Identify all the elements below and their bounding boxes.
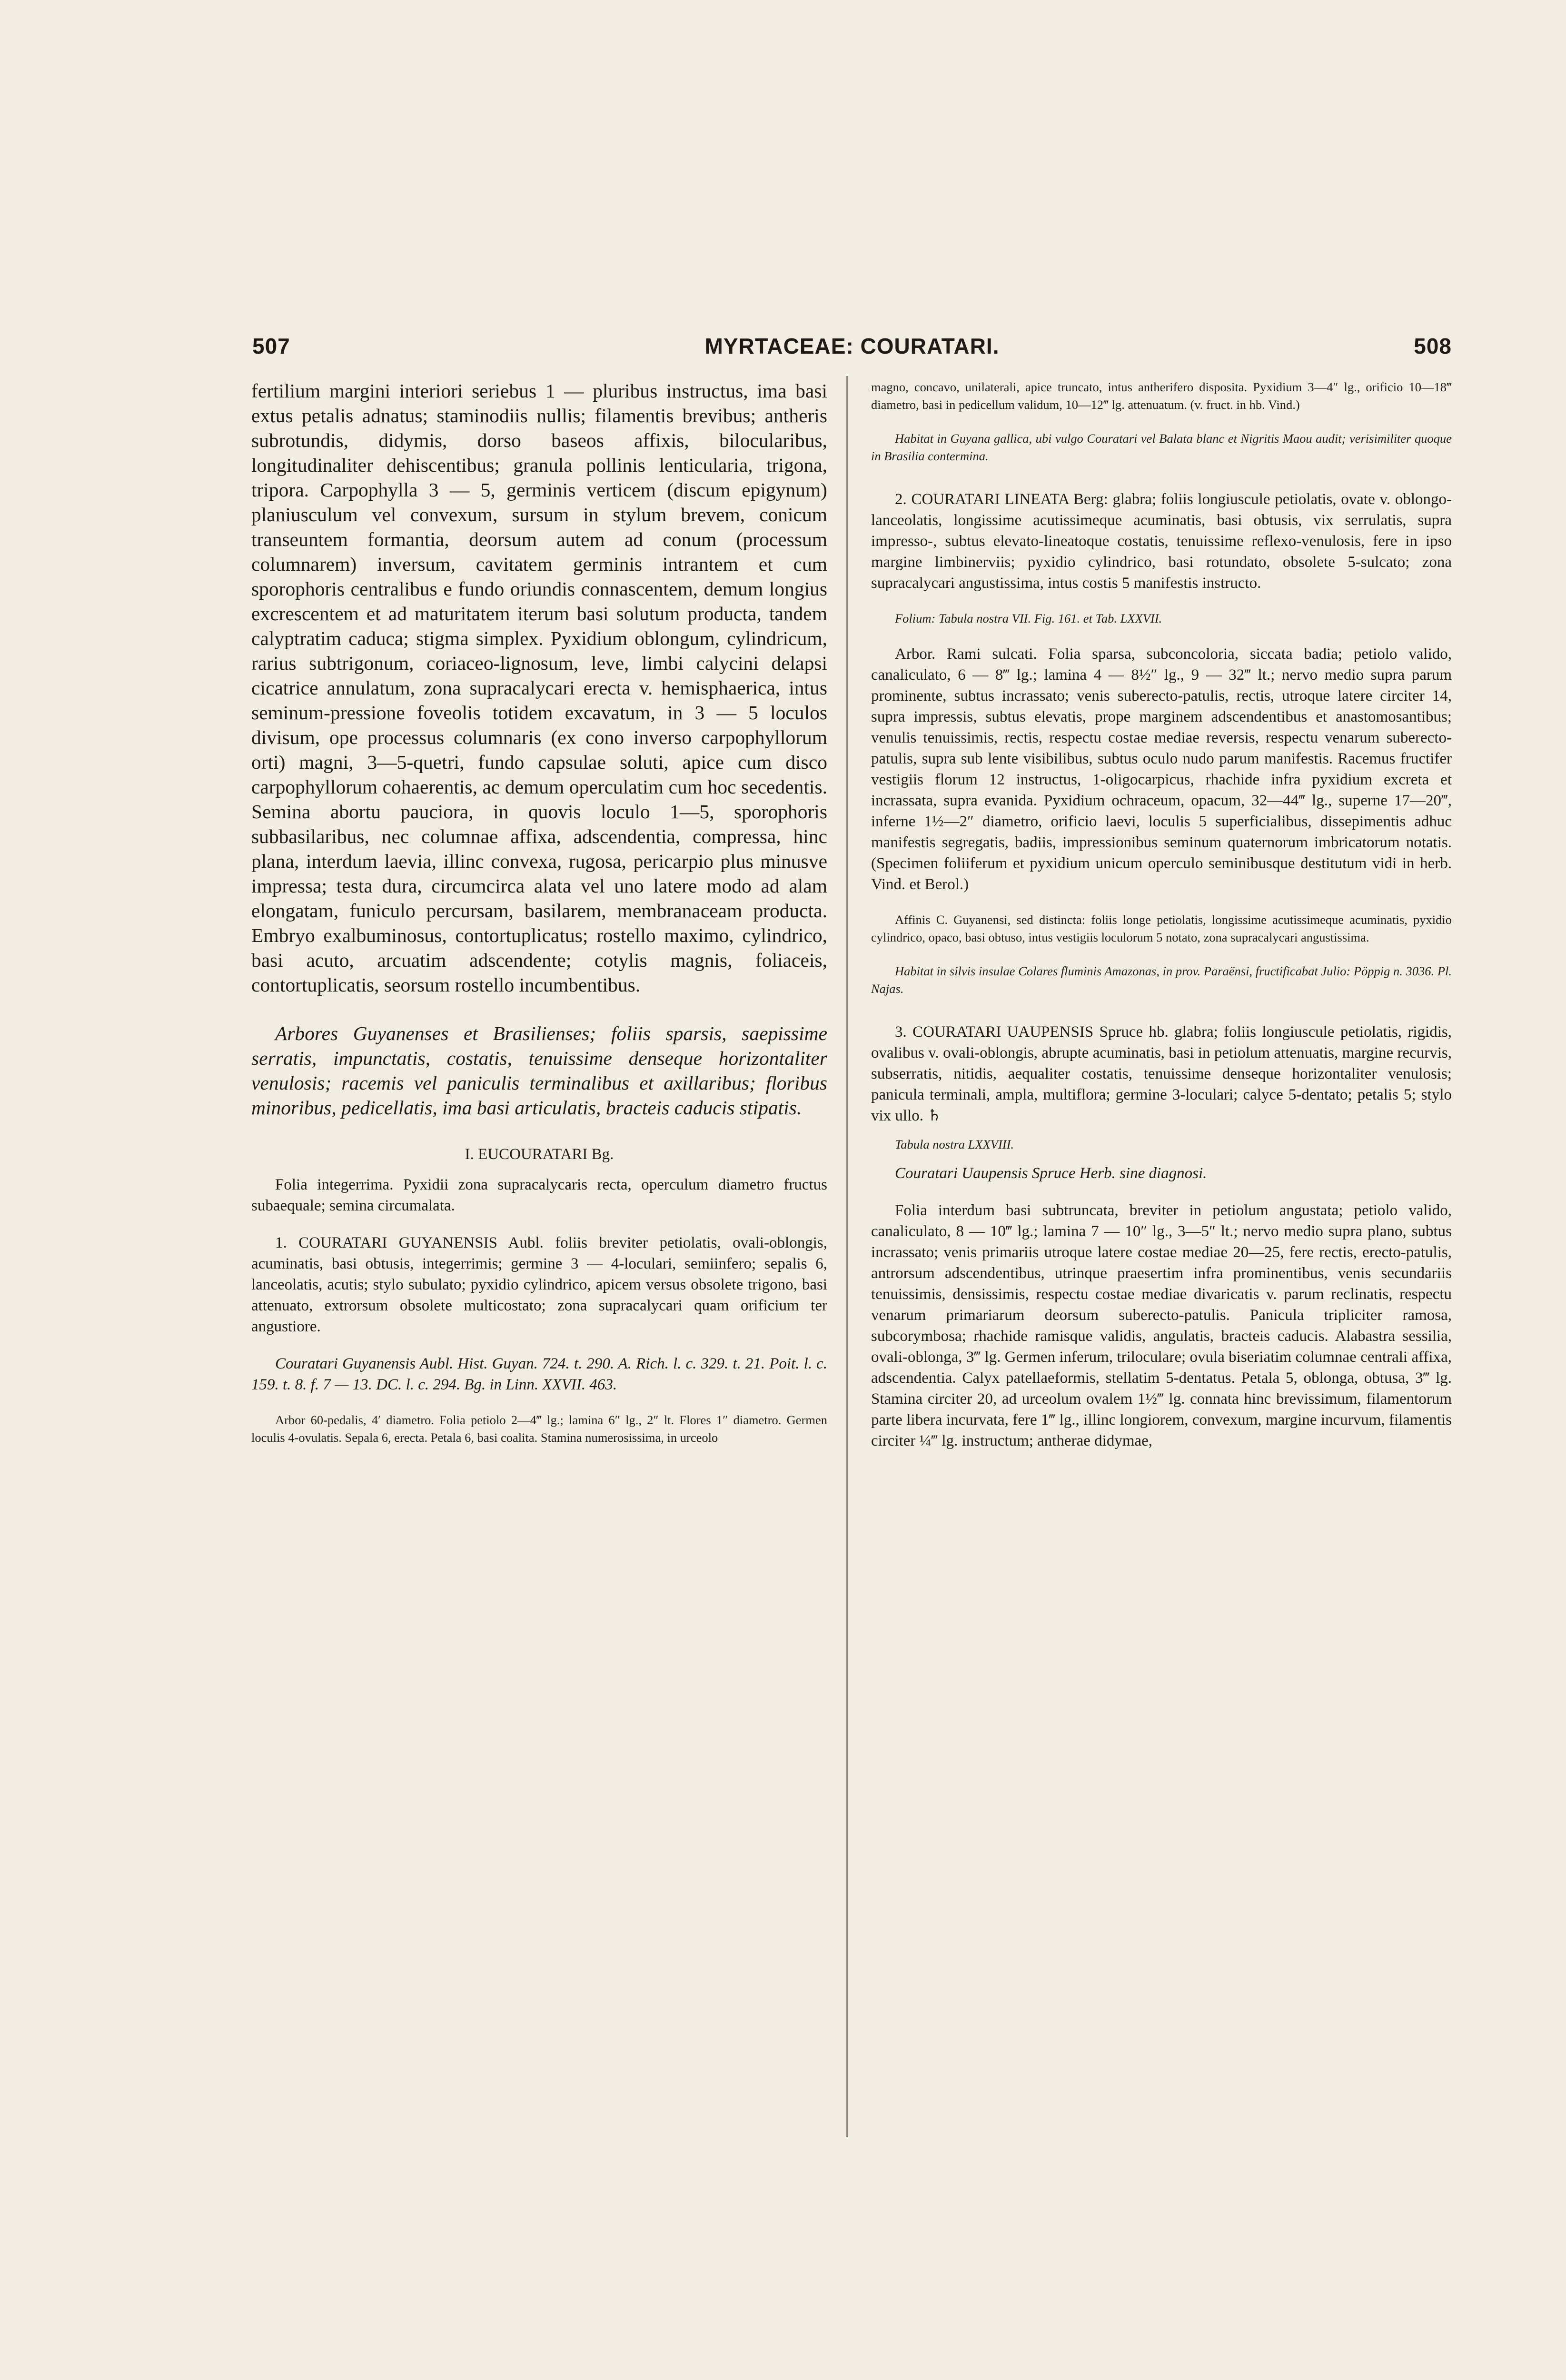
species-2-figure-reference: Folium: Tabula nostra VII. Fig. 161. et Tab. LXXVII. <box>895 611 1162 625</box>
section-heading: I. EUCOURATARI Bg. <box>465 1146 614 1163</box>
genus-habit-paragraph: Arbores Guyanenses et Brasilienses; foliis sparsis, saepissime serratis, impunctatis, costatis, tenuissime denseque horizontaliter venulosis; racemis vel paniculis terminalibus et axillaribus; floribus minoribus, pedicellatis, ima basi articulatis, bracteis caducis stipatis. <box>251 1022 827 1119</box>
genus-description-continued: fertilium margini interiori seriebus 1 — pluribus instructus, ima basi extus petalis adnatus; staminodiis nullis; filamentis brevibus; antheris subrotundis, didymis, dorso baseos affixis, bilocularibus, longitudinaliter dehiscentibus; granula pollinis lenticularia, trigona, tripora. Carpophylla 3 — 5, germinis verticem (discum epigynum) planiusculum vel convexum, sursum in stylum brevem, conicum transeuntem formantia, deorsum autem ad conum (processum columnarem) inversum, cavitatem germinis intrantem et cum sporophoris centralibus e fundo oriundis connascentem, demum longius excrescentem et ad maturitatem iterum basi solutum producta, tandem calyptratim caduca; stigma simplex. Pyxidium oblongum, cylindricum, rarius subtrigonum, coriaceo-lignosum, leve, limbi calycini delapsi cicatrice annulatum, zona supracalycari erecta v. hemisphaerica, intus seminum-pressione foveolis totidem excavatum, in 3 — 5 loculos divisum, ope processus columnaris (ex cono inverso carpophyllorum orti) magni, 3—5-quetri, fundo capsulae soluti, apice cum disco carpophyllorum cohaerentis, ac demum operculatim cum hoc secedentis. Semina abortu pauciora, in quovis loculo 1—5, sporophoris subbasilaribus, nec columnae affixa, adscendentia, compressa, hinc plana, interdum laevia, illinc convexa, rugosa, pericarpio plus minusve impressa; testa dura, circumcirca alata vel uno latere modo ad alam elongatam, funiculo percursam, basilarem, membranaceam producta. Embryo exalbuminosus, contortuplicatus; rostello maximo, cylindrico, basi acuto, arcuatim adscendente; cotylis magnis, foliaceis, contortuplicatis, seorsum rostello incumbentibus. <box>251 380 827 996</box>
species-1-references: Couratari Guyanensis Aubl. Hist. Guyan. 724. t. 290. A. Rich. l. c. 329. t. 21. Poit. l. c. 159. t. 8. f. 7 — 13. DC. l. c. 294. Bg. in Linn. XXVII. 463. <box>251 1355 827 1393</box>
page-number-right: 508 <box>1414 334 1452 358</box>
running-title: MYRTACEAE: COURATARI. <box>704 334 1000 358</box>
species-3-plate-reference: Tabula nostra LXXVIII. <box>895 1137 1014 1151</box>
species-1-description-continued: magno, concavo, unilaterali, apice truncato, intus antherifero disposita. Pyxidium 3—4″ lg., orificio 10—18‴ diametro, basi in pedicellum validum, 10—12‴ lg. attenuatum. (v. fruct. in hb. Vind.) <box>871 380 1452 412</box>
page-number-left: 507 <box>252 334 290 358</box>
column-divider <box>846 376 848 2137</box>
species-1-diagnosis: 1. COURATARI GUYANENSIS Aubl. foliis breviter petiolatis, ovali-oblongis, acuminatis, basi obtusis, integerrimis; germine 3 — 4-loculari, semiinfero; sepalis 6, lanceolatis, acutis; stylo subulato; pyxidio cylindrico, apicem versus obsolete trigono, basi attenuato, extrorsum obsolete multicostato; zona supracalycari quam orificium ter angustiore. <box>251 1234 827 1335</box>
species-2-habitat: Habitat in silvis insulae Colares fluminis Amazonas, in prov. Paraënsi, fructificabat Julio: Pöppig n. 3036. Pl. Najas. <box>871 964 1452 996</box>
right-column <box>871 378 1452 1451</box>
section-diagnosis: Folia integerrima. Pyxidii zona supracalycaris recta, operculum diametro fructus subaequale; semina circumalata. <box>251 1176 827 1214</box>
left-column <box>251 378 827 1447</box>
species-3-diagnosis: 3. COURATARI UAUPENSIS Spruce hb. glabra; foliis longiuscule petiolatis, rigidis, ovalibus v. ovali-oblongis, abrupte acuminatis, basi in petiolum attenuatis, margine recurvis, subserratis, nitidis, aequaliter costatis, tenuissime denseque horizontaliter venulosis; panicula terminali, ampla, multiflora; germine 3-loculari; calyce 5-dentato; petalis 5; stylo vix ullo. ♄ <box>871 1023 1452 1124</box>
species-2-diagnosis: 2. COURATARI LINEATA Berg: glabra; foliis longiuscule petiolatis, ovate v. oblongo-lanceolatis, longissime acutissimeque acuminatis, basi obtusis, vix serrulatis, supra impresso-, subtus elevato-lineatoque costatis, tenuissime reflexo-venulosis, fere in ipso margine limbinerviis; pyxidio cylindrico, basi rotundato, obsolete 5-sulcato; zona supracalycari angustissima, intus costis 5 manifestis instructo. <box>871 491 1452 592</box>
species-1-description: Arbor 60-pedalis, 4′ diametro. Folia petiolo 2—4‴ lg.; lamina 6″ lg., 2″ lt. Flores 1″ diametro. Germen loculis 4-ovulatis. Sepala 6, erecta. Petala 6, basi coalita. Stamina numerosissima, in urceolo <box>251 1413 827 1445</box>
page-header <box>252 333 1452 371</box>
species-2-affinity: Affinis C. Guyanensi, sed distincta: foliis longe petiolatis, longissime acutissimeque acuminatis, pyxidio cylindrico, opaco, basi obtuso, intus vestigiis loculorum 5 notato, zona supracalycari angustissima. <box>871 912 1452 944</box>
species-2-description: Arbor. Rami sulcati. Folia sparsa, subconcoloria, siccata badia; petiolo valido, canaliculato, 6 — 8‴ lg.; lamina 4 — 8½″ lg., 9 — 32‴ lt.; nervo medio supra parum prominente, subtus incrassato; venis suberecto-patulis, rectis, utroque latere circiter 14, supra impressis, subtus elevatis, prope marginem adscendentibus et anastomosantibus; venulis tenuissimis, rectis, respectu costae mediae reversis, respectu venarum suberecto-patulis, supra sub lente visibilibus, subtus oculo nudo parum manifestis. Racemus fructifer vestigiis florum 12 instructus, 1-oligocarpicus, rhachide infra pyxidium excreta et incrassata, supra evanida. Pyxidium ochraceum, opacum, 32—44‴ lg., superne 17—20‴, inferne 1½—2″ diametro, orificio laevi, loculis 5 superficialibus, dissepimentis adhuc manifestis segregatis, badiis, impressionibus seminum quaternorum imbricatorum notatis. (Specimen foliiferum et pyxidium unicum operculo seminibusque destitutum vidi in herb. Vind. et Berol.) <box>871 645 1452 893</box>
species-3-synonym: Couratari Uaupensis Spruce Herb. sine diagnosi. <box>895 1165 1207 1182</box>
species-3-description: Folia interdum basi subtruncata, breviter in petiolum angustata; petiolo valido, canaliculato, 8 — 10‴ lg.; lamina 7 — 10″ lg., 3—5″ lt.; nervo medio supra plano, subtus incrassato; venis primariis utroque latere costae mediae 20—25, fere rectis, erecto-patulis, antrorsum adscendentibus, utrinque praesertim infra prominentibus, venis secundariis tenuissimis, densissimis, respectu costae mediae divaricatis v. parum reclinatis, respectu venarum primariarum deorsum suberecto-patulis. Panicula tripliciter ramosa, subcorymbosa; rhachide ramisque validis, angulatis, bracteis caducis. Alabastra sessilia, ovali-oblonga, 3‴ lg. Germen inferum, triloculare; ovula biseriatim columnae centrali affixa, adscendentia. Calyx patellaeformis, stellatim 5-dentatus. Petala 5, oblonga, obtusa, 3‴ lg. Stamina circiter 20, ad urceolum ovalem 1½‴ lg. connata hinc brevissimum, filamentorum parte libera incurvata, fere 1‴ lg., illinc longiorem, convexum, margine incurvum, filamentis circiter ¼‴ lg. instructum; antherae didymae, <box>871 1202 1452 1449</box>
species-1-habitat: Habitat in Guyana gallica, ubi vulgo Couratari vel Balata blanc et Nigritis Maou audit; verisimiliter quoque in Brasilia contermina. <box>871 431 1452 463</box>
